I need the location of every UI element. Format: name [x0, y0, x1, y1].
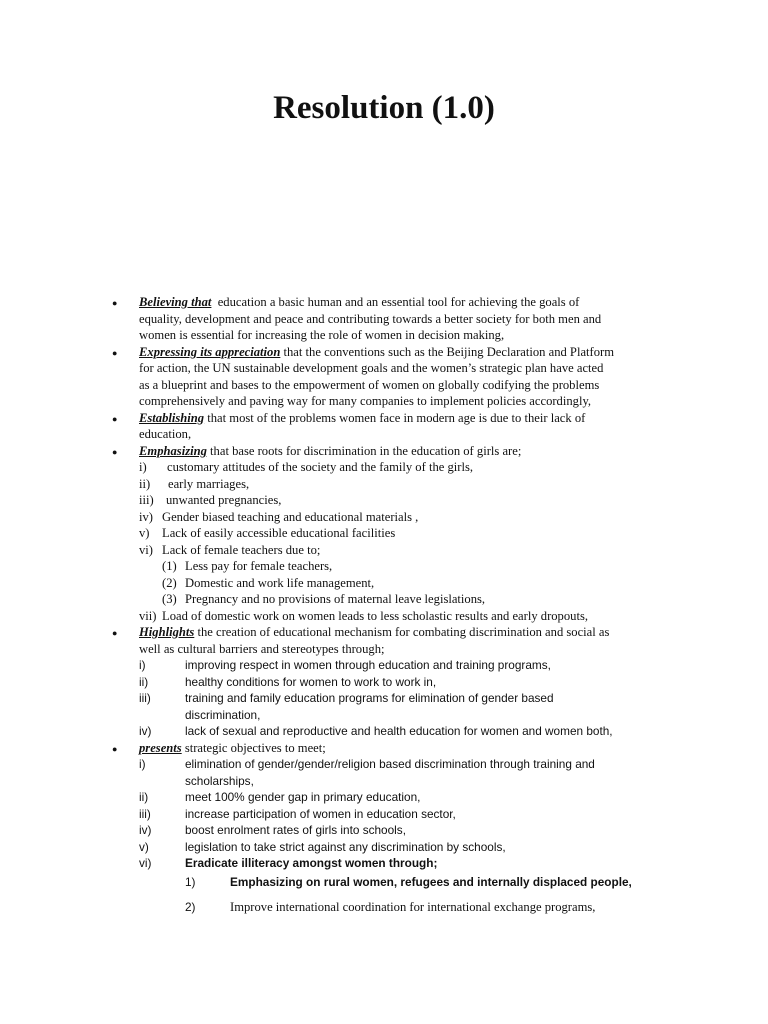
item-number: vi)	[139, 856, 152, 870]
clause-text: for action, the UN sustainable development goals and the women’s strategic plan have acted	[139, 361, 604, 375]
item-number: iii)	[139, 691, 151, 705]
list-item	[112, 459, 692, 476]
clause-expressing	[112, 344, 692, 410]
item-text: boost enrolment rates of girls into schools,	[185, 823, 406, 837]
clause-keyword: Emphasizing	[139, 443, 207, 458]
list-item	[112, 874, 692, 891]
list-item	[112, 509, 692, 526]
list-item	[112, 806, 692, 823]
item-number: iv)	[139, 724, 152, 738]
item-number: ii)	[139, 674, 149, 689]
item-text: elimination of gender/gender/religion based discrimination through training and	[185, 757, 595, 771]
list-item	[112, 558, 692, 575]
list-item	[112, 690, 692, 707]
list-item	[112, 839, 692, 856]
item-text: Improve international coordination for international exchange programs,	[230, 900, 596, 914]
list-item	[112, 591, 692, 608]
list-item	[112, 492, 692, 509]
list-item-continuation	[112, 773, 692, 790]
item-number: i)	[139, 658, 146, 672]
list-item	[112, 855, 692, 872]
item-number: ii)	[139, 790, 149, 804]
clause-believing	[112, 294, 692, 344]
clause-establishing	[112, 410, 692, 443]
clause-text: comprehensively and paving way for many companies to implement policies accordingly,	[139, 394, 592, 408]
clause-text: education a basic human and an essential tool for achieving the goals of	[211, 295, 580, 309]
resolution-body	[112, 294, 692, 916]
clause-keyword: Expressing its appreciation	[139, 344, 281, 359]
list-item	[112, 756, 692, 773]
clause-text: that the conventions such as the Beijing Declaration and Platform	[280, 344, 615, 359]
item-text: meet 100% gender gap in primary education,	[185, 790, 421, 804]
item-number: (1)	[162, 559, 177, 573]
item-number: iv)	[139, 823, 152, 837]
item-text: lack of sexual and reproductive and health education for women and women both,	[185, 724, 613, 738]
bullet-icon	[112, 443, 128, 461]
item-number: v)	[139, 839, 149, 854]
item-text: unwanted pregnancies,	[166, 493, 282, 507]
item-number: vi)	[139, 542, 153, 557]
item-text: Pregnancy and no provisions of maternal leave legislations,	[185, 592, 486, 606]
clause-text: equality, development and peace and contributing towards a better society for both men and	[139, 311, 602, 326]
item-number: 2)	[185, 900, 196, 914]
clause-keyword: Highlights	[139, 625, 195, 639]
clause-text: well as cultural barriers and stereotypes through;	[139, 641, 385, 656]
item-text: Lack of easily accessible educational facilities	[162, 526, 396, 540]
clause-emphasizing	[112, 443, 692, 460]
bullet-icon	[112, 294, 128, 312]
list-item	[112, 899, 692, 916]
item-text: discrimination,	[185, 707, 261, 722]
clause-keyword: Establishing	[139, 410, 205, 425]
item-number: i)	[139, 757, 146, 771]
clause-keyword: presents	[139, 740, 182, 755]
clause-text: as a blueprint and bases to the empowerment of women on globally codifying the problems	[139, 377, 600, 392]
list-item-continuation	[112, 707, 692, 724]
item-text: Gender biased teaching and educational materials ,	[162, 509, 419, 524]
list-item	[112, 674, 692, 691]
list-item	[112, 789, 692, 806]
item-number: iii)	[139, 493, 154, 507]
item-text: customary attitudes of the society and the family of the girls,	[167, 460, 474, 474]
list-item	[112, 575, 692, 592]
item-number: 1)	[185, 874, 196, 889]
item-text: Lack of female teachers due to;	[162, 542, 321, 557]
clause-text: that base roots for discrimination in the education of girls are;	[206, 443, 522, 458]
item-number: i)	[139, 460, 147, 474]
item-text: early marriages,	[168, 476, 250, 491]
bullet-icon	[112, 410, 128, 428]
item-text: Emphasizing on rural women, refugees and internally displaced people,	[230, 874, 632, 889]
clause-presents	[112, 740, 692, 757]
item-number: iii)	[139, 806, 151, 821]
bullet-icon	[112, 344, 128, 362]
list-item	[112, 525, 692, 542]
item-text: training and family education programs for elimination of gender based	[185, 691, 554, 705]
item-text: Eradicate illiteracy amongst women through;	[185, 856, 438, 870]
list-item	[112, 723, 692, 740]
list-item	[112, 822, 692, 839]
clause-highlights	[112, 624, 692, 657]
item-text: increase participation of women in education sector,	[185, 806, 456, 821]
item-number: (2)	[162, 575, 177, 590]
clause-text: the creation of educational mechanism for combating discrimination and social as	[194, 625, 610, 639]
item-text: Less pay for female teachers,	[185, 559, 333, 573]
item-text: legislation to take strict against any discrimination by schools,	[185, 839, 506, 854]
clause-keyword: Believing that	[139, 295, 212, 309]
item-text: Domestic and work life management,	[185, 575, 375, 590]
item-number: v)	[139, 526, 150, 540]
list-item	[112, 476, 692, 493]
bullet-icon	[112, 624, 128, 642]
item-text: improving respect in women through education and training programs,	[185, 658, 551, 672]
clause-text: that most of the problems women face in modern age is due to their lack of	[204, 410, 586, 425]
list-item	[112, 608, 692, 625]
clause-text: education,	[139, 427, 192, 441]
list-item	[112, 657, 692, 674]
list-item	[112, 542, 692, 559]
document-title: Resolution (1.0)	[273, 90, 495, 126]
item-number: vii)	[139, 608, 157, 623]
clause-text: strategic objectives to meet;	[181, 740, 326, 755]
item-number: iv)	[139, 509, 153, 524]
item-number: ii)	[139, 476, 151, 491]
bullet-icon	[112, 740, 128, 758]
item-text: scholarships,	[185, 773, 254, 788]
clause-text: women is essential for increasing the role of women in decision making,	[139, 328, 505, 342]
item-number: (3)	[162, 592, 177, 606]
item-text: Load of domestic work on women leads to less scholastic results and early dropouts,	[162, 608, 588, 623]
item-text: healthy conditions for women to work to work in,	[185, 674, 437, 689]
